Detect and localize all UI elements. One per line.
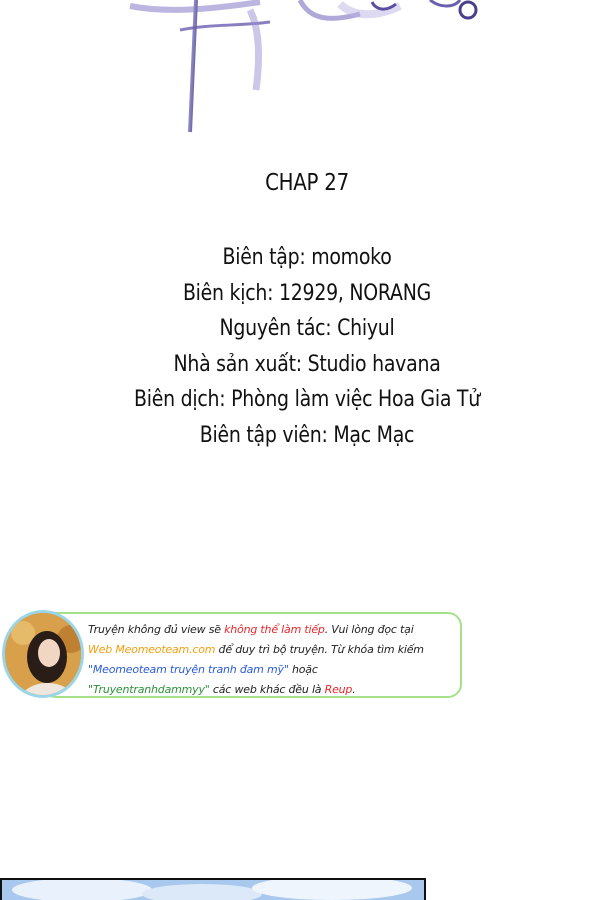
- credit-staff-editor: Biên tập viên: Mạc Mạc: [199, 422, 415, 448]
- notice-line-1: Truyện không đủ view sẽ không thể làm tiếp. Vui lòng đọc tại: [88, 623, 414, 636]
- credit-original-author: Nguyên tác: Chiyul: [219, 316, 395, 341]
- notice-text: [88, 620, 460, 700]
- credit-scriptwriter: Biên kịch: 12929, NORANG: [182, 280, 432, 306]
- credits-block: [0, 170, 614, 453]
- chapter-title: CHAP 27: [265, 170, 349, 196]
- credit-translator: Biên dịch: Phòng làm việc Hoa Gia Tử: [134, 387, 480, 412]
- avatar: [2, 610, 84, 698]
- website-link[interactable]: Web Meomeoteam.com: [88, 643, 216, 656]
- notice-line-3: "Meomeoteam truyện tranh đam mỹ" hoặc: [88, 663, 318, 676]
- notice-banner: [2, 610, 460, 700]
- notice-line-4: "Truyentranhdammyy" các web khác đều là Reup.: [88, 683, 356, 696]
- credit-producer: Nhà sản xuất: Studio havana: [173, 351, 441, 377]
- notice-line-2: Web Meomeoteam.com để duy trì bộ truyện. Từ khóa tìm kiếm: [88, 643, 424, 656]
- credit-editor: Biên tập: momoko: [222, 245, 392, 270]
- title-logo-art: [110, 0, 500, 140]
- next-panel-image: [0, 878, 426, 900]
